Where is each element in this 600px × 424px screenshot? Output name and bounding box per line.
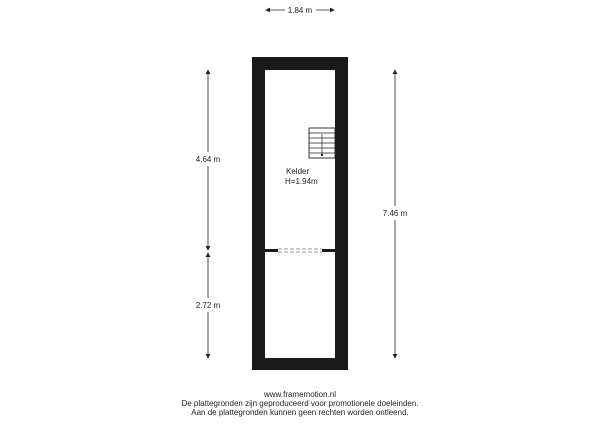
- room-name: Kelder: [286, 167, 310, 176]
- footer-disclaimer-2: Aan de plattegronden kunnen geen rechten worden ontleend.: [191, 408, 409, 417]
- dimension-left-lower-label: 2.72 m: [195, 301, 221, 310]
- dimension-top-label: 1.84 m: [287, 6, 313, 15]
- room-height: H=1.94m: [285, 177, 318, 186]
- dimension-left-upper: [196, 70, 221, 250]
- footer-disclaimer-1: De plattegronden zijn geproduceerd voor promotionele doeleinden.: [181, 399, 419, 408]
- stairs-icon: [309, 128, 335, 158]
- dimension-right-total: [383, 70, 408, 358]
- dimension-left-upper-label: 4.64 m: [195, 155, 221, 164]
- dimension-right-total-label: 7.46 m: [382, 209, 408, 218]
- basement-walls: [252, 57, 348, 370]
- dimension-left-lower: [196, 253, 221, 358]
- footer-website: www.framemotion.nl: [263, 390, 337, 399]
- dimension-top-width: [266, 6, 334, 15]
